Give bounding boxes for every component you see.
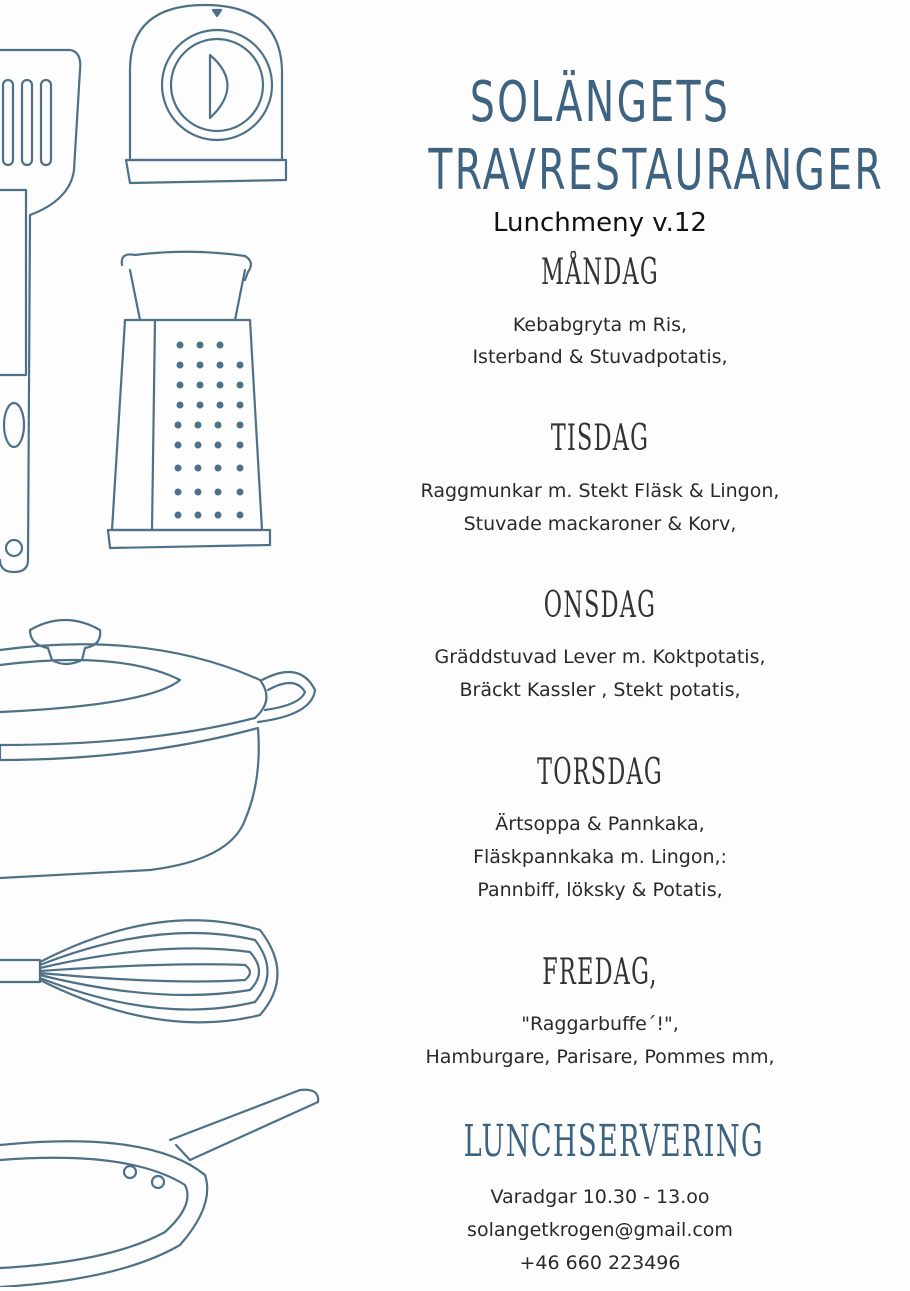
dish-item: Kebabgryta m Ris, [512, 314, 688, 336]
spatula-icon [0, 50, 80, 572]
dish-item: Stuvade mackaroner & Korv, [463, 513, 737, 535]
restaurant-name-line1: SOLÄNGETS [469, 70, 731, 135]
day-heading-thursday: TORSDAG [537, 752, 663, 793]
day-heading-tuesday: TISDAG [550, 418, 650, 459]
dish-item: Gräddstuvad Lever m. Koktpotatis, [434, 646, 766, 668]
day-heading-wednesday: ONSDAG [543, 585, 657, 626]
dish-item: Pannbiff, löksky & Potatis, [477, 879, 723, 901]
dish-item: "Raggarbuffe´!", [521, 1013, 679, 1035]
lunch-serving-heading: LUNCHSERVERING [463, 1116, 764, 1167]
contact-phone: +46 660 223496 [519, 1252, 681, 1274]
whisk-icon [0, 920, 278, 1022]
dish-item: Ärtsoppa & Pannkaka, [495, 813, 705, 835]
kitchen-timer-icon [126, 5, 286, 183]
kitchen-illustration [0, 0, 340, 1287]
day-heading-monday: MÅNDAG [541, 252, 659, 293]
grater-icon [108, 252, 270, 548]
lunch-menu [380, 0, 885, 1287]
opening-hours: Varadgar 10.30 - 13.oo [490, 1186, 710, 1208]
dish-item: Hamburgare, Parisare, Pommes mm, [425, 1046, 775, 1068]
frying-pan-icon [0, 1090, 318, 1287]
restaurant-name-line2: TRAVRESTAURANGER [428, 138, 885, 203]
dish-item: Fläskpannkaka m. Lingon,: [473, 846, 727, 868]
contact-email: solangetkrogen@gmail.com [467, 1219, 733, 1241]
menu-subtitle: Lunchmeny v.12 [493, 208, 707, 238]
dish-item: Bräckt Kassler , Stekt potatis, [459, 679, 741, 701]
dish-item: Isterband & Stuvadpotatis, [472, 346, 728, 368]
pot-icon [0, 620, 315, 878]
day-heading-friday: FREDAG, [542, 952, 658, 993]
dish-item: Raggmunkar m. Stekt Fläsk & Lingon, [420, 480, 780, 502]
